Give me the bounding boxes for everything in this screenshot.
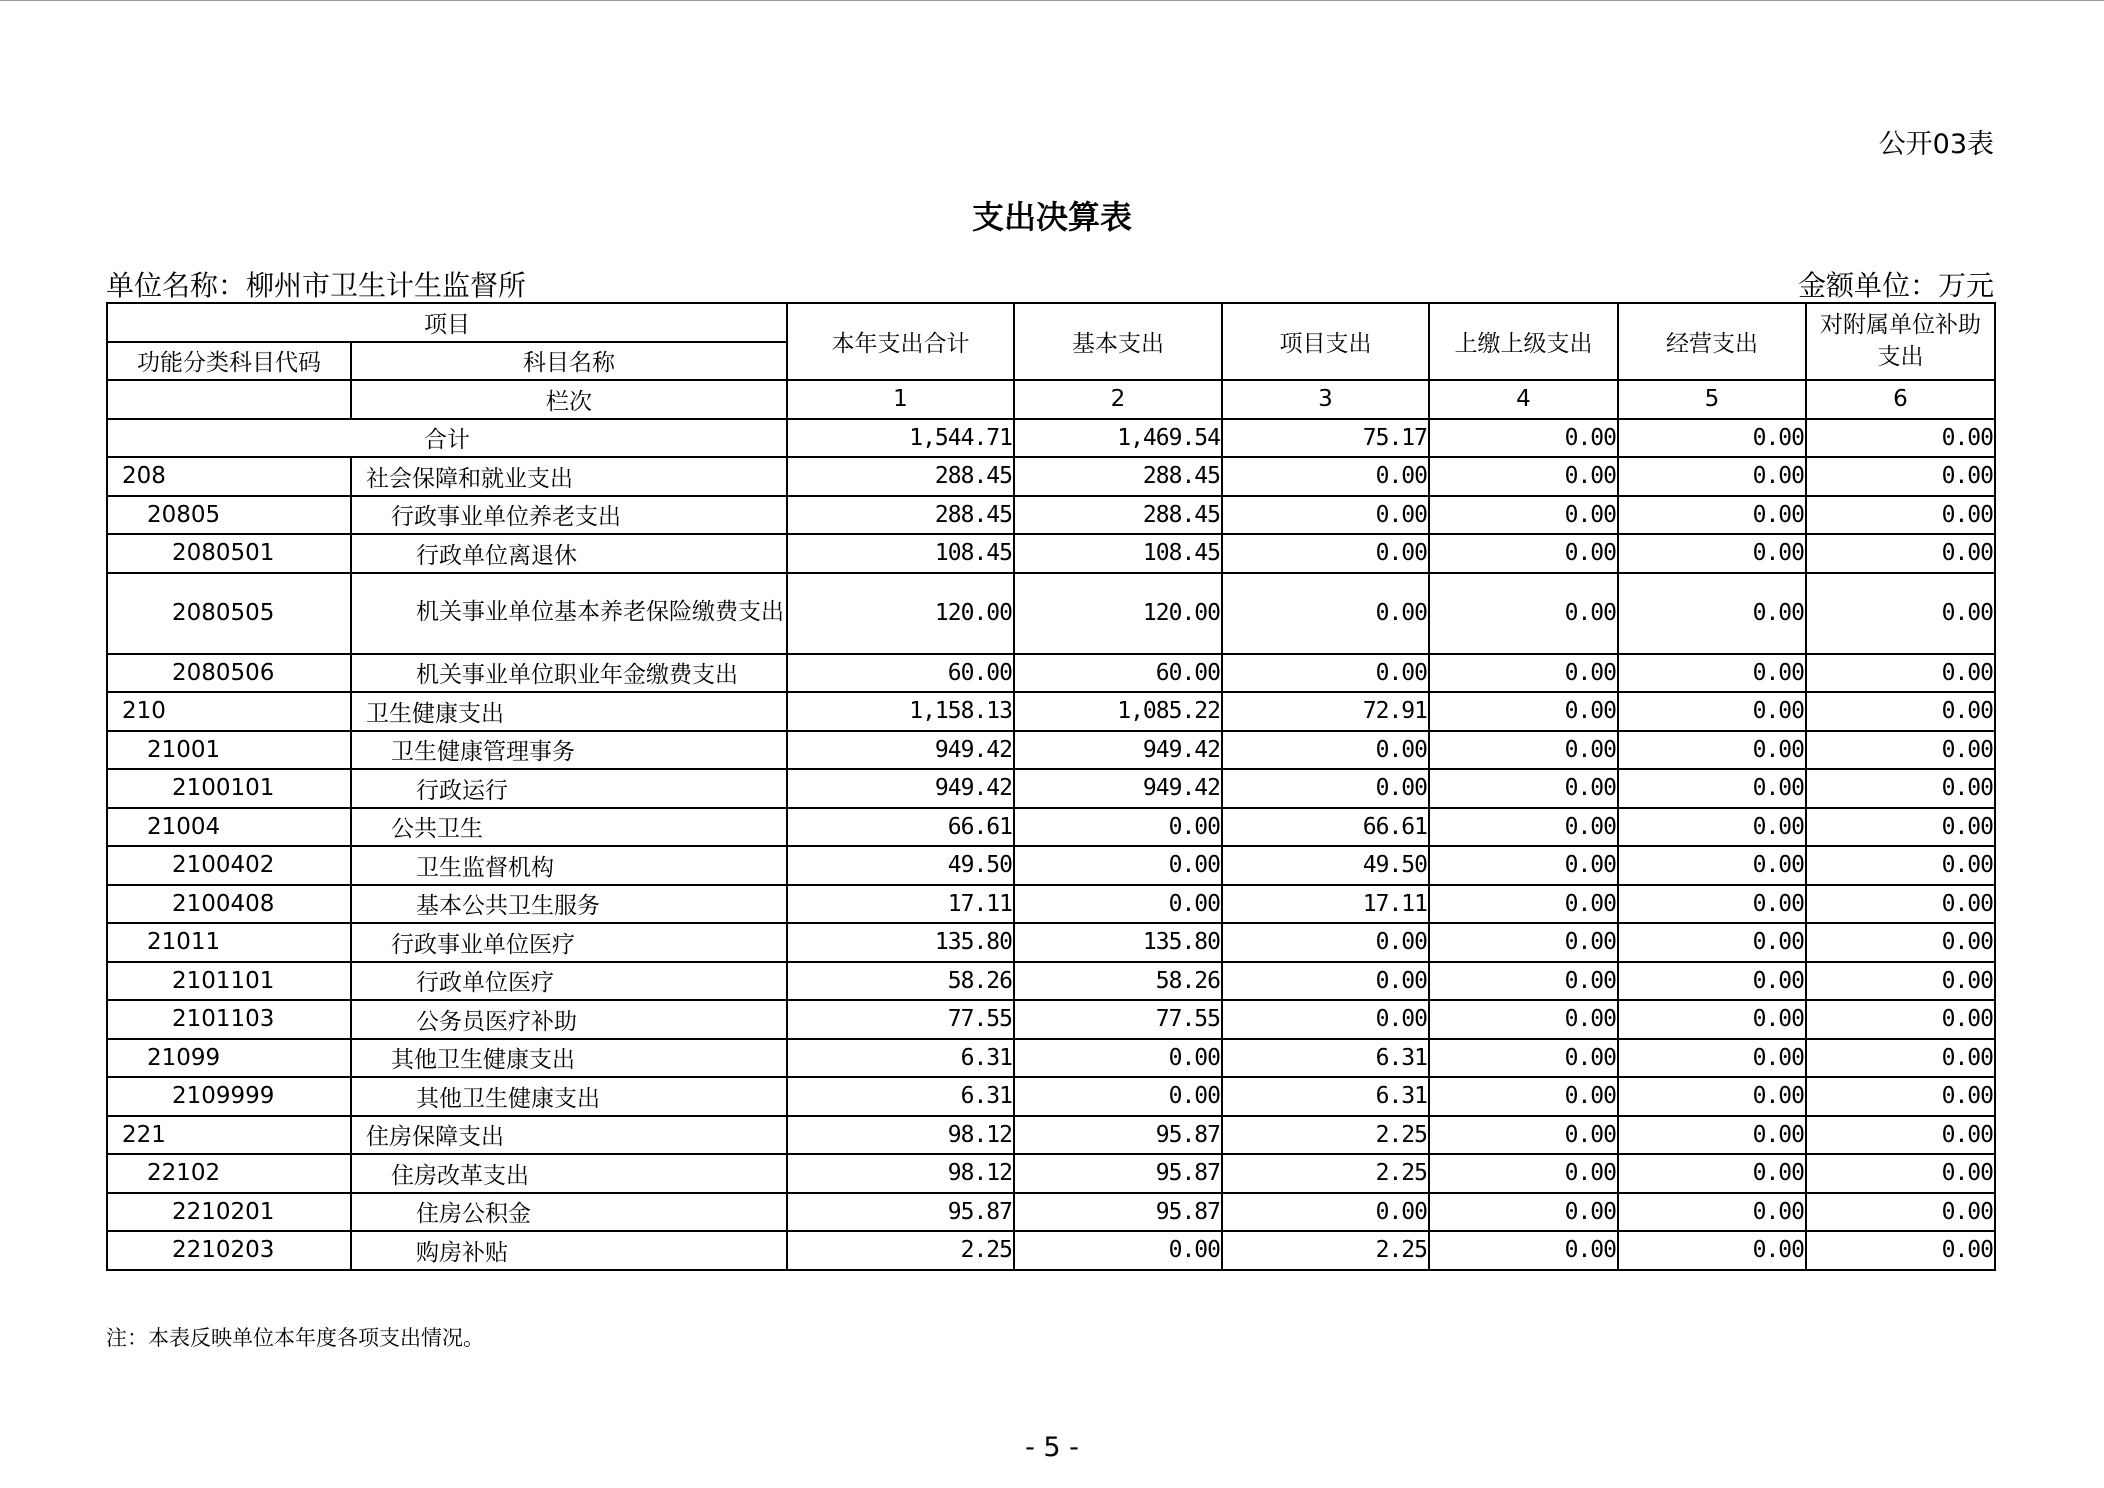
row-value-5: 0.00	[1618, 654, 1806, 693]
row-value-6: 0.00	[1806, 1154, 1995, 1193]
row-value-3: 2.25	[1222, 1116, 1429, 1155]
row-value-4: 0.00	[1429, 654, 1618, 693]
row-value-6: 0.00	[1806, 1193, 1995, 1232]
row-value-3: 0.00	[1222, 923, 1429, 962]
row-value-4: 0.00	[1429, 1039, 1618, 1078]
row-value-1: 77.55	[787, 1000, 1014, 1039]
total-value-1: 1,544.71	[787, 419, 1014, 458]
header-code: 功能分类科目代码	[107, 342, 351, 381]
total-value-2: 1,469.54	[1014, 419, 1222, 458]
row-value-5: 0.00	[1618, 846, 1806, 885]
row-name-text: 机关事业单位基本养老保险缴费支出	[416, 599, 784, 626]
row-value-1: 6.31	[787, 1039, 1014, 1078]
row-value-4: 0.00	[1429, 457, 1618, 496]
row-value-2: 288.45	[1014, 457, 1222, 496]
total-value-3: 75.17	[1222, 419, 1429, 458]
row-value-2: 135.80	[1014, 923, 1222, 962]
row-value-1: 6.31	[787, 1077, 1014, 1116]
header-name: 科目名称	[351, 342, 787, 381]
header-col-5: 经营支出	[1618, 303, 1806, 380]
total-value-4: 0.00	[1429, 419, 1618, 458]
row-value-5: 0.00	[1618, 731, 1806, 770]
table-row	[107, 1077, 1995, 1116]
row-name: 公共卫生	[351, 808, 787, 847]
row-value-5: 0.00	[1618, 534, 1806, 573]
row-value-3: 0.00	[1222, 1193, 1429, 1232]
row-value-4: 0.00	[1429, 1231, 1618, 1270]
amount-unit: 金额单位：万元	[1797, 269, 1994, 302]
row-code: 2100402	[107, 846, 351, 885]
row-value-2: 1,085.22	[1014, 692, 1222, 731]
form-number: 公开03表	[1878, 129, 1994, 160]
row-value-2: 120.00	[1014, 573, 1222, 654]
table-row	[107, 846, 1995, 885]
row-value-3: 72.91	[1222, 692, 1429, 731]
row-value-2: 0.00	[1014, 846, 1222, 885]
row-value-5: 0.00	[1618, 1193, 1806, 1232]
row-value-4: 0.00	[1429, 731, 1618, 770]
row-value-2: 949.42	[1014, 769, 1222, 808]
row-value-1: 60.00	[787, 654, 1014, 693]
row-value-4: 0.00	[1429, 1000, 1618, 1039]
row-name: 其他卫生健康支出	[351, 1039, 787, 1078]
total-label: 合计	[107, 419, 787, 458]
row-code: 210	[107, 692, 351, 731]
row-value-3: 0.00	[1222, 654, 1429, 693]
row-value-2: 949.42	[1014, 731, 1222, 770]
row-code: 208	[107, 457, 351, 496]
row-value-1: 135.80	[787, 923, 1014, 962]
row-value-6: 0.00	[1806, 923, 1995, 962]
row-value-5: 0.00	[1618, 573, 1806, 654]
row-value-2: 0.00	[1014, 808, 1222, 847]
header-col-3: 项目支出	[1222, 303, 1429, 380]
table-row	[107, 457, 1995, 496]
row-value-6: 0.00	[1806, 496, 1995, 535]
row-value-3: 0.00	[1222, 962, 1429, 1001]
row-value-6: 0.00	[1806, 573, 1995, 654]
table-row	[107, 1231, 1995, 1270]
row-value-1: 2.25	[787, 1231, 1014, 1270]
row-name: 卫生健康支出	[351, 692, 787, 731]
row-value-5: 0.00	[1618, 923, 1806, 962]
row-name: 公务员医疗补助	[351, 1000, 787, 1039]
row-name: 行政事业单位养老支出	[351, 496, 787, 535]
row-value-2: 95.87	[1014, 1154, 1222, 1193]
total-value-5: 0.00	[1618, 419, 1806, 458]
row-value-3: 6.31	[1222, 1077, 1429, 1116]
row-value-3: 49.50	[1222, 846, 1429, 885]
row-value-1: 1,158.13	[787, 692, 1014, 731]
row-code: 20805	[107, 496, 351, 535]
row-value-1: 120.00	[787, 573, 1014, 654]
row-code: 21001	[107, 731, 351, 770]
column-number-3: 3	[1222, 380, 1429, 419]
table-row	[107, 692, 1995, 731]
row-value-2: 108.45	[1014, 534, 1222, 573]
row-code: 21099	[107, 1039, 351, 1078]
row-value-5: 0.00	[1618, 769, 1806, 808]
row-value-2: 0.00	[1014, 1039, 1222, 1078]
row-value-3: 2.25	[1222, 1231, 1429, 1270]
column-number-6: 6	[1806, 380, 1995, 419]
row-value-5: 0.00	[1618, 496, 1806, 535]
expenditure-table	[106, 302, 1996, 1271]
row-value-4: 0.00	[1429, 1154, 1618, 1193]
row-name: 基本公共卫生服务	[351, 885, 787, 924]
row-value-4: 0.00	[1429, 923, 1618, 962]
row-value-6: 0.00	[1806, 1000, 1995, 1039]
row-value-1: 17.11	[787, 885, 1014, 924]
header-project: 项目	[107, 303, 787, 342]
row-value-3: 0.00	[1222, 457, 1429, 496]
row-value-4: 0.00	[1429, 846, 1618, 885]
row-value-4: 0.00	[1429, 534, 1618, 573]
column-index-row	[107, 380, 1995, 419]
row-value-6: 0.00	[1806, 1039, 1995, 1078]
table-row	[107, 962, 1995, 1001]
row-value-2: 0.00	[1014, 1077, 1222, 1116]
row-value-1: 58.26	[787, 962, 1014, 1001]
row-value-1: 288.45	[787, 496, 1014, 535]
row-value-6: 0.00	[1806, 1231, 1995, 1270]
row-value-3: 0.00	[1222, 534, 1429, 573]
total-row	[107, 419, 1995, 458]
row-value-4: 0.00	[1429, 769, 1618, 808]
row-value-4: 0.00	[1429, 962, 1618, 1001]
row-value-5: 0.00	[1618, 692, 1806, 731]
row-code: 2080501	[107, 534, 351, 573]
row-value-3: 66.61	[1222, 808, 1429, 847]
table-row	[107, 573, 1995, 654]
table-row	[107, 496, 1995, 535]
row-value-1: 949.42	[787, 731, 1014, 770]
row-code: 2109999	[107, 1077, 351, 1116]
row-value-1: 95.87	[787, 1193, 1014, 1232]
row-code: 2080505	[107, 573, 351, 654]
row-value-6: 0.00	[1806, 692, 1995, 731]
table-row	[107, 1154, 1995, 1193]
row-value-6: 0.00	[1806, 962, 1995, 1001]
row-value-1: 288.45	[787, 457, 1014, 496]
header-row-1	[107, 303, 1995, 342]
page-number: - 5 -	[1025, 1432, 1079, 1463]
row-value-5: 0.00	[1618, 1039, 1806, 1078]
row-name: 行政单位医疗	[351, 962, 787, 1001]
table-row	[107, 1039, 1995, 1078]
column-number-2: 2	[1014, 380, 1222, 419]
row-value-3: 0.00	[1222, 1000, 1429, 1039]
table-row	[107, 1000, 1995, 1039]
row-value-5: 0.00	[1618, 885, 1806, 924]
column-number-1: 1	[787, 380, 1014, 419]
row-code: 22102	[107, 1154, 351, 1193]
row-name: 社会保障和就业支出	[351, 457, 787, 496]
row-value-1: 66.61	[787, 808, 1014, 847]
row-value-5: 0.00	[1618, 457, 1806, 496]
row-name: 机关事业单位职业年金缴费支出	[351, 654, 787, 693]
row-value-5: 0.00	[1618, 1000, 1806, 1039]
row-value-6: 0.00	[1806, 731, 1995, 770]
row-value-4: 0.00	[1429, 1193, 1618, 1232]
row-value-5: 0.00	[1618, 1231, 1806, 1270]
row-value-3: 0.00	[1222, 769, 1429, 808]
column-index-blank	[107, 380, 351, 419]
row-value-2: 0.00	[1014, 1231, 1222, 1270]
row-value-2: 288.45	[1014, 496, 1222, 535]
row-code: 2101101	[107, 962, 351, 1001]
row-code: 2210201	[107, 1193, 351, 1232]
row-value-3: 0.00	[1222, 573, 1429, 654]
column-number-4: 4	[1429, 380, 1618, 419]
row-value-6: 0.00	[1806, 1077, 1995, 1116]
row-value-5: 0.00	[1618, 1154, 1806, 1193]
row-name: 购房补贴	[351, 1231, 787, 1270]
row-value-4: 0.00	[1429, 1116, 1618, 1155]
row-value-1: 108.45	[787, 534, 1014, 573]
header-col-4: 上缴上级支出	[1429, 303, 1618, 380]
row-value-6: 0.00	[1806, 457, 1995, 496]
row-code: 21004	[107, 808, 351, 847]
table-note: 注：本表反映单位本年度各项支出情况。	[106, 1326, 484, 1350]
row-value-6: 0.00	[1806, 808, 1995, 847]
row-value-1: 49.50	[787, 846, 1014, 885]
row-value-4: 0.00	[1429, 692, 1618, 731]
row-value-2: 60.00	[1014, 654, 1222, 693]
column-number-5: 5	[1618, 380, 1806, 419]
row-value-5: 0.00	[1618, 962, 1806, 1001]
row-name: 其他卫生健康支出	[351, 1077, 787, 1116]
row-name: 行政单位离退休	[351, 534, 787, 573]
row-value-2: 77.55	[1014, 1000, 1222, 1039]
row-value-2: 95.87	[1014, 1193, 1222, 1232]
table-row	[107, 1116, 1995, 1155]
header-col-6: 对附属单位补助支出	[1806, 303, 1995, 380]
row-code: 2101103	[107, 1000, 351, 1039]
row-name: 住房保障支出	[351, 1116, 787, 1155]
table-row	[107, 534, 1995, 573]
total-value-6: 0.00	[1806, 419, 1995, 458]
row-value-6: 0.00	[1806, 534, 1995, 573]
row-value-6: 0.00	[1806, 846, 1995, 885]
header-col-1: 本年支出合计	[787, 303, 1014, 380]
row-name: 住房改革支出	[351, 1154, 787, 1193]
row-code: 221	[107, 1116, 351, 1155]
row-value-5: 0.00	[1618, 808, 1806, 847]
row-value-1: 98.12	[787, 1154, 1014, 1193]
row-value-5: 0.00	[1618, 1077, 1806, 1116]
document-title: 支出决算表	[971, 198, 1132, 236]
row-code: 2210203	[107, 1231, 351, 1270]
row-value-6: 0.00	[1806, 654, 1995, 693]
table-row	[107, 654, 1995, 693]
row-value-4: 0.00	[1429, 573, 1618, 654]
row-value-4: 0.00	[1429, 808, 1618, 847]
row-value-1: 98.12	[787, 1116, 1014, 1155]
row-value-4: 0.00	[1429, 885, 1618, 924]
row-value-2: 58.26	[1014, 962, 1222, 1001]
row-value-6: 0.00	[1806, 769, 1995, 808]
unit-name: 单位名称：柳州市卫生计生监督所	[106, 269, 527, 302]
table-row	[107, 923, 1995, 962]
row-name: 卫生健康管理事务	[351, 731, 787, 770]
column-index-label: 栏次	[351, 380, 787, 419]
top-rule	[0, 0, 2104, 1]
row-value-3: 0.00	[1222, 496, 1429, 535]
row-name	[351, 573, 787, 654]
row-value-3: 17.11	[1222, 885, 1429, 924]
row-value-2: 95.87	[1014, 1116, 1222, 1155]
row-value-1: 949.42	[787, 769, 1014, 808]
row-name: 行政事业单位医疗	[351, 923, 787, 962]
row-code: 2080506	[107, 654, 351, 693]
row-value-3: 6.31	[1222, 1039, 1429, 1078]
row-code: 2100408	[107, 885, 351, 924]
table-row	[107, 885, 1995, 924]
row-code: 21011	[107, 923, 351, 962]
row-code: 2100101	[107, 769, 351, 808]
table-row	[107, 808, 1995, 847]
row-value-4: 0.00	[1429, 1077, 1618, 1116]
table-row	[107, 769, 1995, 808]
table-row	[107, 731, 1995, 770]
row-value-5: 0.00	[1618, 1116, 1806, 1155]
table-row	[107, 1193, 1995, 1232]
row-value-3: 2.25	[1222, 1154, 1429, 1193]
row-name: 卫生监督机构	[351, 846, 787, 885]
row-name: 行政运行	[351, 769, 787, 808]
row-value-6: 0.00	[1806, 1116, 1995, 1155]
row-value-4: 0.00	[1429, 496, 1618, 535]
row-value-2: 0.00	[1014, 885, 1222, 924]
header-col-2: 基本支出	[1014, 303, 1222, 380]
row-value-6: 0.00	[1806, 885, 1995, 924]
row-value-3: 0.00	[1222, 731, 1429, 770]
row-name: 住房公积金	[351, 1193, 787, 1232]
